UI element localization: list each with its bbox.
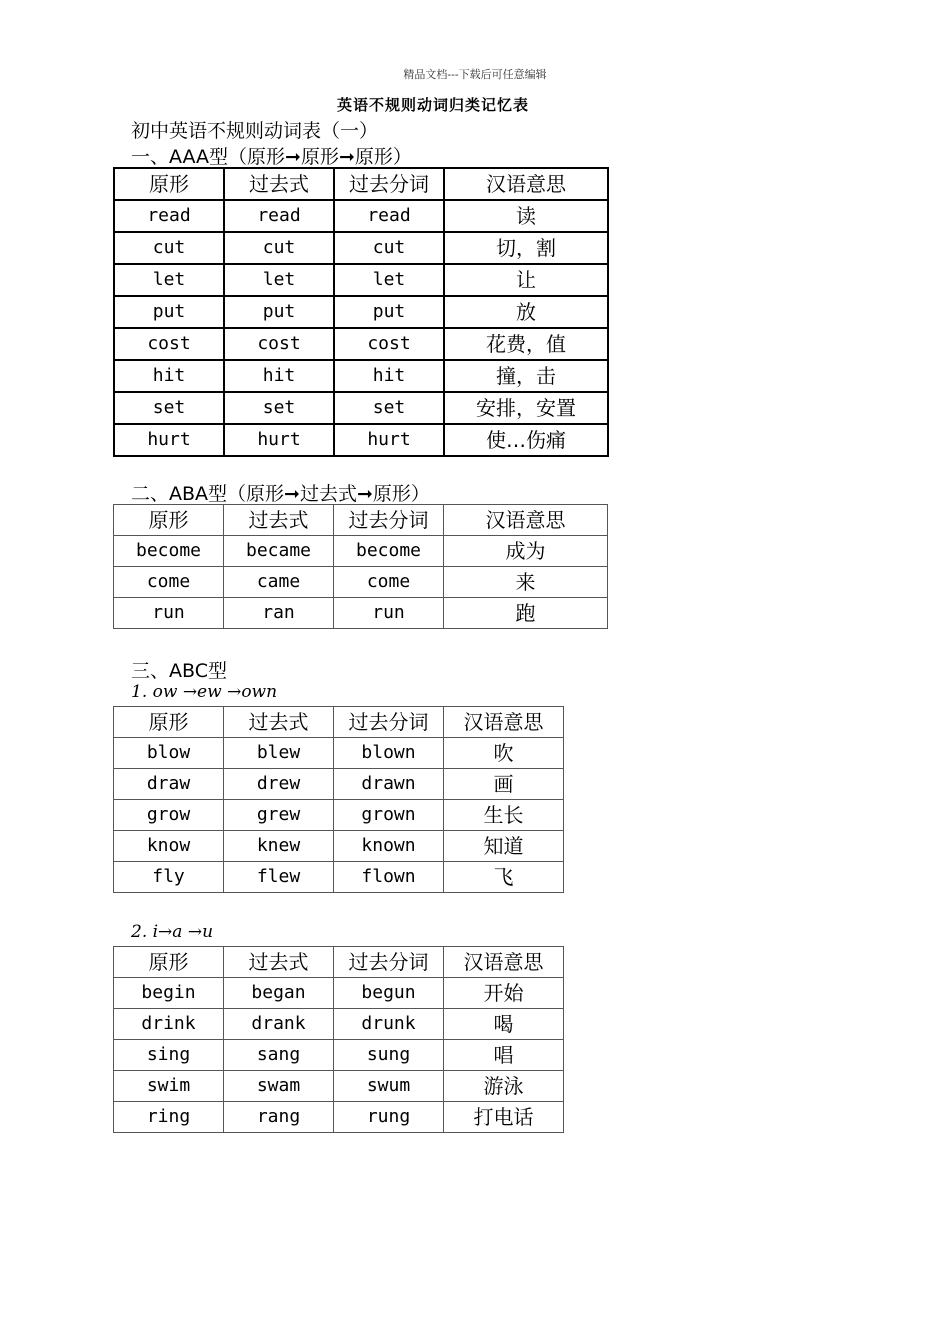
table-row [114,392,608,424]
pattern-i-a-u: 2. i→a →u [131,922,214,942]
past-tense-cell: flew [224,862,334,893]
past-participle-cell: drawn [334,769,444,800]
table-aaa [113,167,609,457]
col-header-base: 原形 [114,707,224,738]
base-form-cell: blow [114,738,224,769]
table-row [114,296,608,328]
main-title: 英语不规则动词归类记忆表 [337,96,530,114]
meaning-cell: 画 [444,769,564,800]
col-header-base: 原形 [114,947,224,978]
col-header-past: 过去式 [224,947,334,978]
past-tense-cell: cost [224,328,334,360]
past-tense-cell: drew [224,769,334,800]
past-participle-cell: become [334,536,444,567]
meaning-cell: 飞 [444,862,564,893]
sub-title: 初中英语不规则动词表（一） [131,120,379,142]
table-row [114,232,608,264]
past-tense-cell: knew [224,831,334,862]
table-row [114,862,564,893]
table-header-row [114,947,564,978]
base-form-cell: come [114,567,224,598]
past-tense-cell: came [224,567,334,598]
table-row [114,360,608,392]
meaning-cell: 游泳 [444,1071,564,1102]
col-header-participle: 过去分词 [334,505,444,536]
col-header-past: 过去式 [224,168,334,200]
col-header-participle: 过去分词 [334,947,444,978]
section-title-abc: 三、ABC型 [131,660,227,682]
table-row [114,1040,564,1071]
past-participle-cell: put [334,296,444,328]
table-row [114,200,608,232]
past-tense-cell: rang [224,1102,334,1133]
meaning-cell: 读 [444,200,608,232]
past-participle-cell: set [334,392,444,424]
meaning-cell: 吹 [444,738,564,769]
past-tense-cell: drank [224,1009,334,1040]
past-participle-cell: grown [334,800,444,831]
base-form-cell: know [114,831,224,862]
col-header-past: 过去式 [224,707,334,738]
table-header-row [114,168,608,200]
table-row [114,738,564,769]
past-tense-cell: ran [224,598,334,629]
base-form-cell: run [114,598,224,629]
base-form-cell: put [114,296,224,328]
table-body [114,947,564,1133]
meaning-cell: 唱 [444,1040,564,1071]
base-form-cell: ring [114,1102,224,1133]
meaning-cell: 成为 [444,536,608,567]
table-row [114,328,608,360]
past-tense-cell: put [224,296,334,328]
table-body [114,168,608,456]
past-participle-cell: blown [334,738,444,769]
col-header-meaning: 汉语意思 [444,947,564,978]
table-header-row [114,505,608,536]
col-header-participle: 过去分词 [334,707,444,738]
meaning-cell: 花费，值 [444,328,608,360]
meaning-cell: 放 [444,296,608,328]
base-form-cell: hit [114,360,224,392]
meaning-cell: 切，割 [444,232,608,264]
table-row [114,424,608,456]
past-tense-cell: set [224,392,334,424]
base-form-cell: swim [114,1071,224,1102]
base-form-cell: let [114,264,224,296]
meaning-cell: 生长 [444,800,564,831]
meaning-cell: 撞，击 [444,360,608,392]
past-participle-cell: cut [334,232,444,264]
col-header-meaning: 汉语意思 [444,505,608,536]
past-participle-cell: come [334,567,444,598]
past-tense-cell: let [224,264,334,296]
past-participle-cell: hit [334,360,444,392]
section-title-aba: 二、ABA型（原形➞过去式➞原形） [131,483,430,505]
table-row [114,536,608,567]
past-participle-cell: cost [334,328,444,360]
col-header-meaning: 汉语意思 [444,707,564,738]
meaning-cell: 喝 [444,1009,564,1040]
meaning-cell: 让 [444,264,608,296]
table-row [114,978,564,1009]
past-participle-cell: let [334,264,444,296]
meaning-cell: 跑 [444,598,608,629]
past-tense-cell: sang [224,1040,334,1071]
table-body [114,505,608,629]
base-form-cell: grow [114,800,224,831]
col-header-base: 原形 [114,168,224,200]
meaning-cell: 开始 [444,978,564,1009]
col-header-meaning: 汉语意思 [444,168,608,200]
base-form-cell: draw [114,769,224,800]
table-body [114,707,564,893]
table-row [114,567,608,598]
past-tense-cell: began [224,978,334,1009]
past-tense-cell: swam [224,1071,334,1102]
base-form-cell: cut [114,232,224,264]
base-form-cell: fly [114,862,224,893]
table-row [114,598,608,629]
meaning-cell: 来 [444,567,608,598]
base-form-cell: drink [114,1009,224,1040]
base-form-cell: cost [114,328,224,360]
table-header-row [114,707,564,738]
past-participle-cell: known [334,831,444,862]
table-abc-1 [113,706,564,893]
col-header-past: 过去式 [224,505,334,536]
past-participle-cell: read [334,200,444,232]
table-row [114,1009,564,1040]
past-tense-cell: hit [224,360,334,392]
base-form-cell: set [114,392,224,424]
base-form-cell: become [114,536,224,567]
past-tense-cell: blew [224,738,334,769]
col-header-base: 原形 [114,505,224,536]
table-row [114,1102,564,1133]
past-participle-cell: flown [334,862,444,893]
header-note: 精品文档---下载后可任意编辑 [403,68,547,81]
table-abc-2 [113,946,564,1133]
past-participle-cell: sung [334,1040,444,1071]
table-row [114,769,564,800]
base-form-cell: sing [114,1040,224,1071]
table-row [114,831,564,862]
table-aba [113,504,608,629]
table-row [114,1071,564,1102]
meaning-cell: 打电话 [444,1102,564,1133]
past-tense-cell: grew [224,800,334,831]
past-participle-cell: hurt [334,424,444,456]
base-form-cell: begin [114,978,224,1009]
past-participle-cell: swum [334,1071,444,1102]
section-title-aaa: 一、AAA型（原形➞原形➞原形） [131,146,412,168]
past-tense-cell: hurt [224,424,334,456]
past-tense-cell: became [224,536,334,567]
meaning-cell: 安排，安置 [444,392,608,424]
past-tense-cell: read [224,200,334,232]
base-form-cell: read [114,200,224,232]
pattern-ow-ew-own: 1. ow →ew →own [131,682,278,702]
past-participle-cell: run [334,598,444,629]
past-participle-cell: begun [334,978,444,1009]
table-row [114,264,608,296]
past-tense-cell: cut [224,232,334,264]
table-row [114,800,564,831]
base-form-cell: hurt [114,424,224,456]
past-participle-cell: drunk [334,1009,444,1040]
meaning-cell: 使…伤痛 [444,424,608,456]
meaning-cell: 知道 [444,831,564,862]
past-participle-cell: rung [334,1102,444,1133]
col-header-participle: 过去分词 [334,168,444,200]
